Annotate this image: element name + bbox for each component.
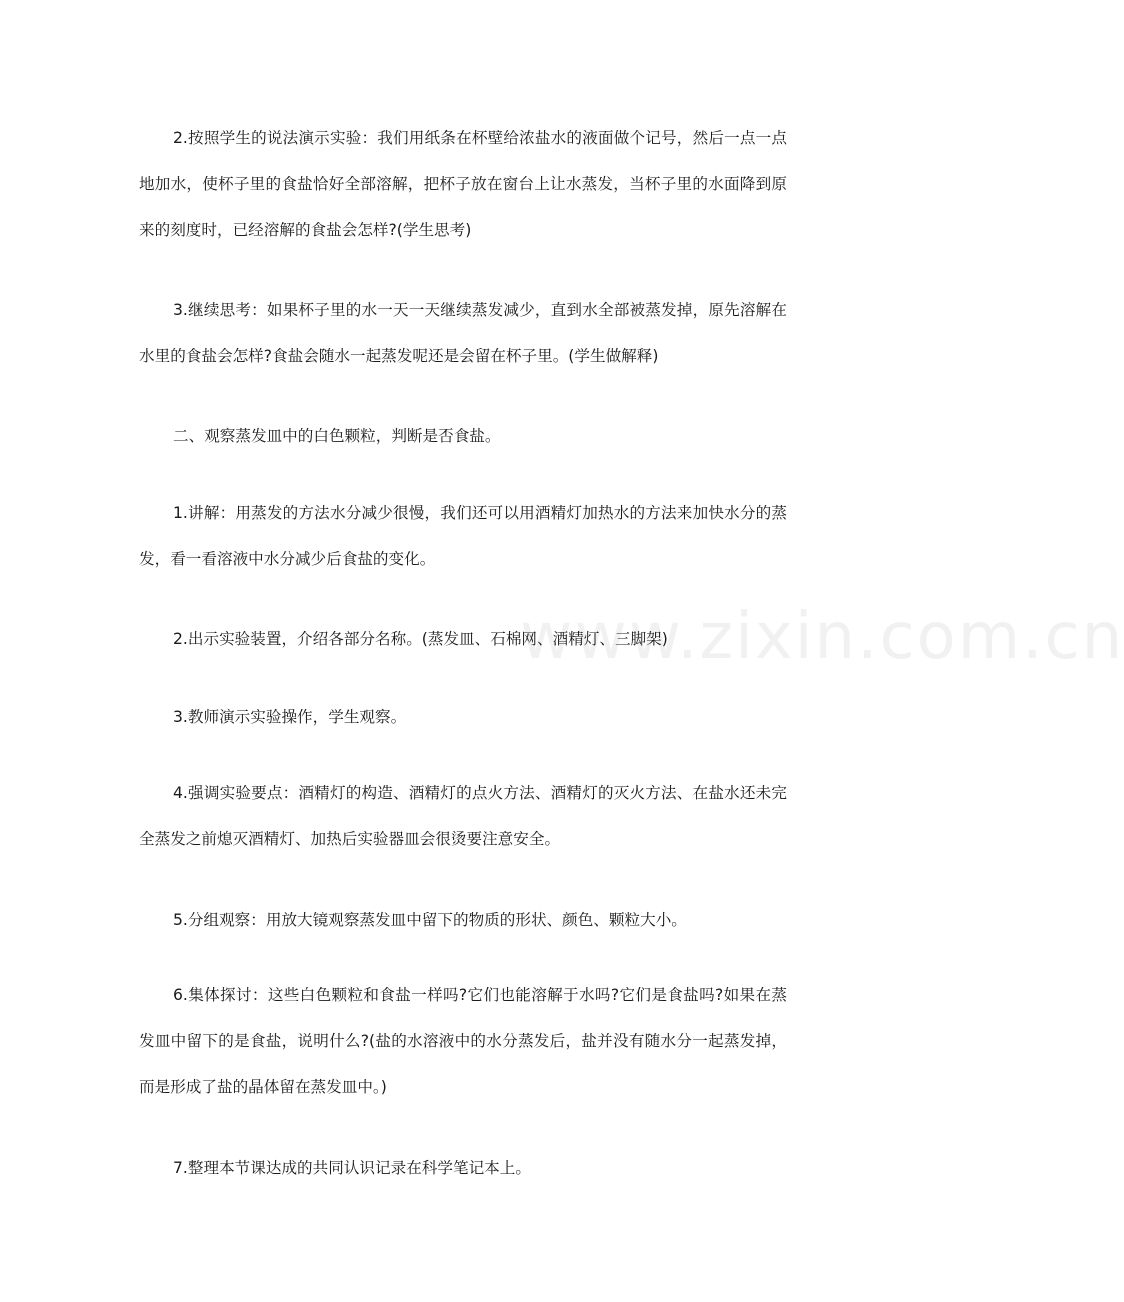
paragraph-continue-thinking: 3.继续思考：如果杯子里的水一天一天继续蒸发减少，直到水全部被蒸发掉，原先溶解在水里的食盐会怎样?食盐会随水一起蒸发呢还是会留在杯子里。(学生做解释) — [139, 301, 787, 365]
paragraph-group-observe: 5.分组观察：用放大镜观察蒸发皿中留下的物质的形状、颜色、颗粒大小。 — [173, 911, 687, 929]
paragraph-show-apparatus: 2.出示实验装置，介绍各部分名称。(蒸发皿、石棉网、酒精灯、三脚架) — [173, 630, 668, 648]
paragraph-explain: 1.讲解：用蒸发的方法水分减少很慢，我们还可以用酒精灯加热水的方法来加快水分的蒸发，看一看溶液中水分减少后食盐的变化。 — [139, 504, 787, 568]
paragraph-summary: 7.整理本节课达成的共同认识记录在科学笔记本上。 — [173, 1159, 531, 1177]
section-heading-observe: 二、观察蒸发皿中的白色颗粒，判断是否食盐。 — [173, 427, 501, 445]
paragraph-teacher-demo: 3.教师演示实验操作，学生观察。 — [173, 708, 407, 726]
paragraph-key-points: 4.强调实验要点：酒精灯的构造、酒精灯的点火方法、酒精灯的灭火方法、在盐水还未完全蒸发之前熄灭酒精灯、加热后实验器皿会很烫要注意安全。 — [139, 784, 787, 848]
watermark: www.zixin.com.cn — [520, 600, 1124, 674]
paragraph-demo-experiment: 2.按照学生的说法演示实验：我们用纸条在杯壁给浓盐水的液面做个记号，然后一点一点地加水，使杯子里的食盐恰好全部溶解，把杯子放在窗台上让水蒸发，当杯子里的水面降到原来的刻度时，已经溶解的食盐会怎样?(学生思考) — [139, 129, 787, 239]
paragraph-discussion: 6.集体探讨：这些白色颗粒和食盐一样吗?它们也能溶解于水吗?它们是食盐吗?如果在蒸发皿中留下的是食盐，说明什么?(盐的水溶液中的水分蒸发后，盐并没有随水分一起蒸发掉，而是形成了盐的晶体留在蒸发皿中。) — [139, 986, 787, 1096]
